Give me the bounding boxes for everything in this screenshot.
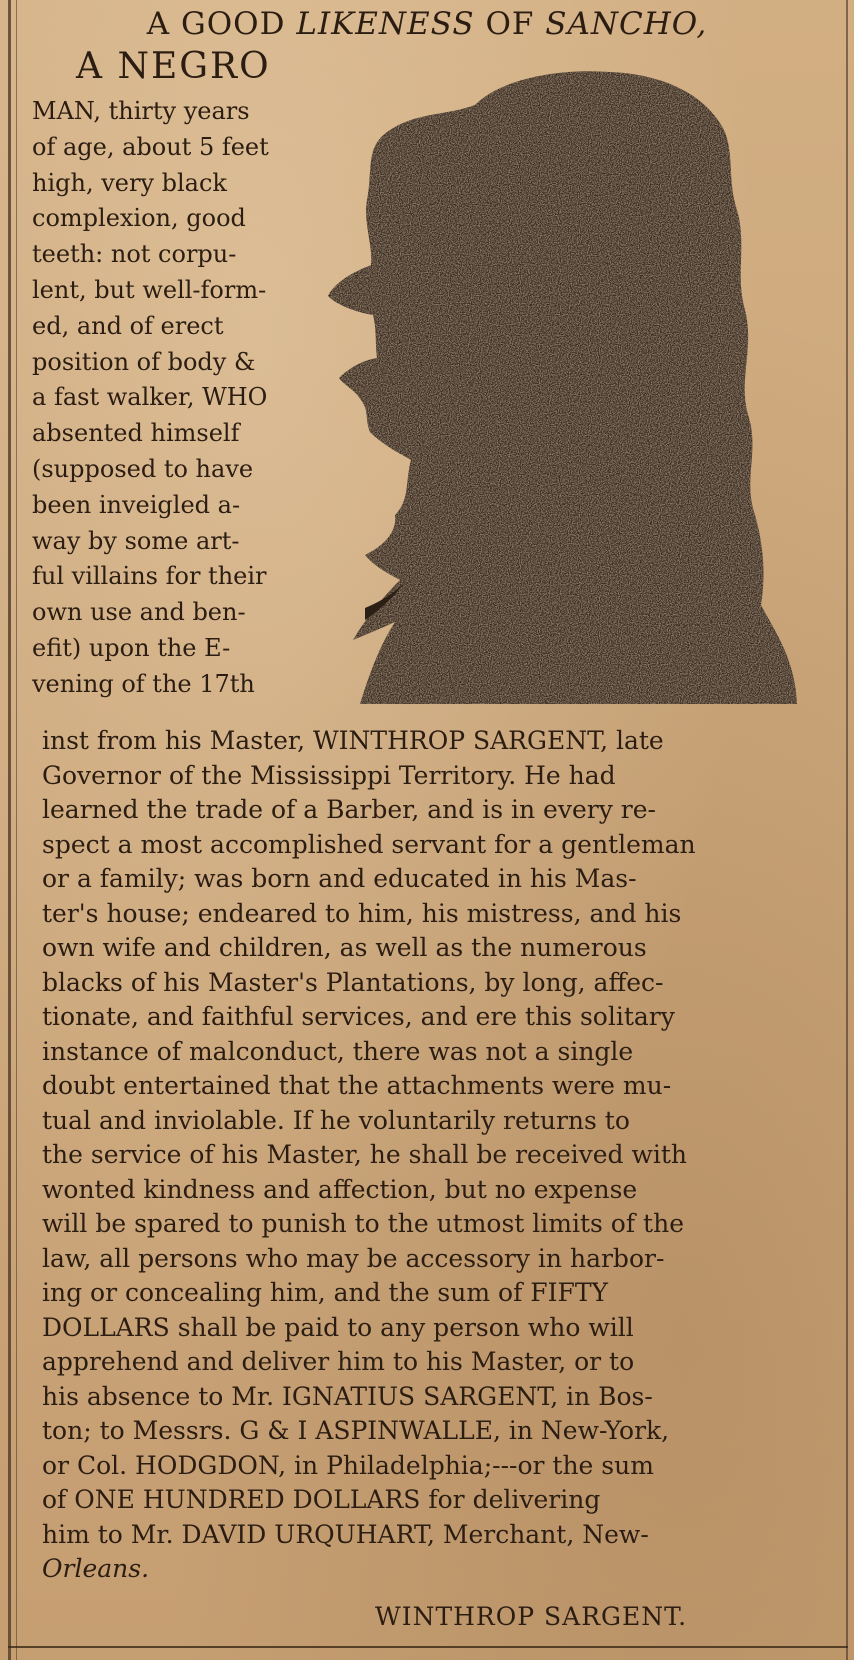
narrow-line: been inveigled a- bbox=[32, 490, 241, 519]
wide-line: Governor of the Mississippi Territory. He had bbox=[42, 760, 616, 790]
left-column-rule-inner bbox=[16, 0, 17, 1660]
wide-line: inst from his Master, WINTHROP SARGENT, late bbox=[42, 726, 664, 755]
narrow-column-text bbox=[32, 94, 322, 703]
narrow-line: absented himself bbox=[32, 419, 240, 448]
wide-line: will be spared to punish to the utmost limits of the bbox=[42, 1209, 685, 1238]
wide-line: tual and inviolable. If he voluntarily returns to bbox=[42, 1105, 630, 1135]
narrow-line: a fast walker, WHO bbox=[32, 383, 268, 412]
wide-line: apprehend and deliver him to his Master, or to bbox=[42, 1347, 635, 1376]
bottom-rule bbox=[8, 1646, 848, 1648]
wide-line: the service of his Master, he shall be received with bbox=[42, 1140, 688, 1169]
signature: WINTHROP SARGENT. bbox=[375, 1602, 688, 1631]
narrow-line: teeth: not corpu- bbox=[32, 240, 237, 269]
headline-part-4: SANCHO, bbox=[545, 6, 708, 42]
wide-column-text bbox=[42, 724, 822, 1587]
place-name-orleans: Orleans. bbox=[42, 1554, 150, 1583]
narrow-line: position of body & bbox=[32, 347, 256, 376]
narrow-line: of age, about 5 feet bbox=[32, 132, 269, 161]
wide-line: his absence to Mr. IGNATIUS SARGENT, in Bos- bbox=[42, 1381, 653, 1411]
headline-part-3: OF bbox=[474, 6, 546, 42]
wide-line: ing or concealing him, and the sum of FIFTY bbox=[42, 1278, 609, 1307]
left-column-rule bbox=[8, 0, 11, 1660]
wide-line: wonted kindness and affection, but no expense bbox=[42, 1174, 638, 1204]
wide-line: own wife and children, as well as the numerous bbox=[42, 933, 647, 962]
narrow-line: way by some art- bbox=[32, 526, 240, 555]
wide-line: learned the trade of a Barber, and is in every re- bbox=[42, 795, 656, 824]
right-column-rule bbox=[846, 0, 848, 1660]
wide-line-last bbox=[42, 1552, 822, 1587]
wide-line: ton; to Messrs. G & I ASPINWALLE, in New-York, bbox=[42, 1416, 670, 1445]
silhouette-shape bbox=[328, 71, 797, 704]
silhouette-portrait-image bbox=[325, 60, 800, 710]
headline-part-1: A GOOD bbox=[146, 6, 297, 42]
wide-line: doubt entertained that the attachments were mu- bbox=[42, 1071, 672, 1100]
wide-line: of ONE HUNDRED DOLLARS for delivering bbox=[42, 1485, 601, 1514]
wide-line: DOLLARS shall be paid to any person who will bbox=[42, 1312, 634, 1342]
subheading: A NEGRO bbox=[76, 46, 271, 87]
narrow-line: lent, but well-form- bbox=[32, 275, 267, 304]
narrow-line: ed, and of erect bbox=[32, 311, 224, 340]
wide-line: blacks of his Master's Plantations, by long, affec- bbox=[42, 967, 664, 997]
wide-line: tionate, and faithful services, and ere this solitary bbox=[42, 1002, 675, 1031]
headline-part-2: LIKENESS bbox=[296, 6, 475, 42]
wide-line: spect a most accomplished servant for a gentleman bbox=[42, 829, 696, 859]
wide-line: or a family; was born and educated in his Mas- bbox=[42, 864, 637, 893]
narrow-line: vening of the 17th bbox=[32, 669, 255, 698]
narrow-line: high, very black bbox=[32, 168, 227, 197]
narrow-line: MAN, thirty years bbox=[32, 97, 250, 125]
wide-line: him to Mr. DAVID URQUHART, Merchant, New- bbox=[42, 1519, 649, 1549]
wide-line: or Col. HODGDON, in Philadelphia;---or the sum bbox=[42, 1450, 654, 1480]
narrow-line: complexion, good bbox=[32, 204, 246, 233]
wide-line: ter's house; endeared to him, his mistress, and his bbox=[42, 898, 682, 928]
wide-line: instance of malconduct, there was not a single bbox=[42, 1036, 634, 1066]
wide-line: law, all persons who may be accessory in harbor- bbox=[42, 1243, 665, 1273]
narrow-line: ful villains for their bbox=[32, 562, 267, 591]
headline bbox=[0, 6, 854, 42]
narrow-line: (supposed to have bbox=[32, 454, 254, 483]
narrow-line: own use and ben- bbox=[32, 598, 246, 627]
narrow-line: efit) upon the E- bbox=[32, 633, 231, 662]
